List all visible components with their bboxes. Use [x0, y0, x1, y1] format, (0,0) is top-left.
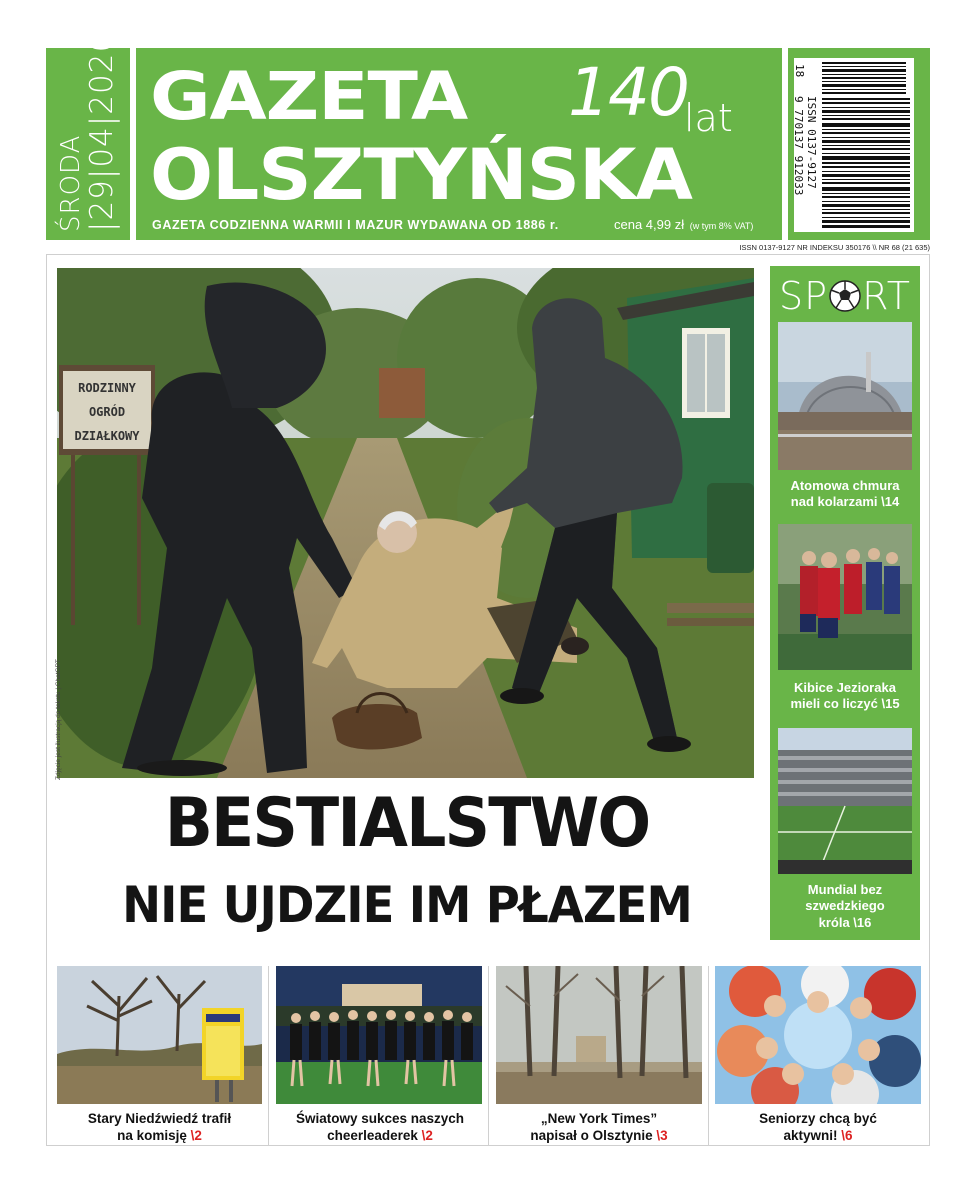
story-2-line2: cheerleaderek [327, 1127, 418, 1143]
sport-caption-1[interactable] [770, 478, 920, 511]
story-2-line1: Światowy sukces naszych [295, 1111, 465, 1126]
story-photo-2[interactable] [276, 966, 482, 1104]
hero-sign-line2: OGRÓD [88, 405, 126, 419]
story-3-line2: napisał o Olsztynie [530, 1127, 653, 1143]
barcode-number: 9 770137 912033 [792, 96, 805, 196]
sport-caption-3-line1: Mundial bez [807, 882, 883, 897]
sport-photo-chernobyl[interactable] [778, 322, 912, 470]
sport-caption-1-line1: Atomowa chmura [790, 478, 900, 493]
sport-caption-2-line1: Kibice Jezioraka [794, 680, 896, 695]
sport-photo-stadium[interactable] [778, 728, 912, 874]
story-photo-4-graphic [715, 966, 921, 1104]
masthead-tagline: GAZETA CODZIENNA WARMII I MAZUR WYDAWANA OD 1886 r. [152, 218, 559, 232]
story-caption-1[interactable] [57, 1111, 262, 1145]
story-photo-2-graphic [276, 966, 482, 1104]
story-divider [708, 966, 709, 1146]
sport-caption-2-line2: mieli co liczyć \15 [790, 696, 900, 712]
story-1-line2: na komisję [117, 1127, 187, 1143]
story-photo-1[interactable] [57, 966, 262, 1104]
price-value: cena 4,99 zł [614, 217, 685, 232]
sport-caption-3-line3: króla \16 [818, 914, 872, 930]
price [614, 217, 753, 232]
hero-illustration [57, 268, 754, 778]
masthead [136, 48, 782, 240]
story-photo-1-graphic [57, 966, 262, 1104]
story-3-page-ref: \3 [652, 1127, 668, 1143]
sport-title-left: SP [779, 274, 829, 318]
story-divider [488, 966, 489, 1146]
barcode-issn: ISSN 0137-9127 [805, 96, 818, 189]
story-4-line2: aktywni! [783, 1127, 838, 1143]
story-caption-2[interactable] [270, 1111, 490, 1145]
anniversary-number: 140 [568, 54, 688, 131]
sport-caption-1-line2: nad kolarzami \14 [790, 494, 900, 510]
story-caption-4[interactable] [715, 1111, 921, 1145]
hero-sign-line1: RODZINNY [78, 381, 136, 395]
story-4-page-ref: \6 [837, 1127, 853, 1143]
ean-barcode-graphic [822, 98, 910, 228]
masthead-title-line2: OLSZTYŃSKA [150, 134, 692, 216]
story-caption-3[interactable] [496, 1111, 702, 1145]
photo-credit [46, 659, 62, 780]
story-4-line1: Seniorzy chcą być [759, 1111, 877, 1126]
photo-credit-text: Zdjęcie jest ilustracją do tekstu | ChatGPT [55, 659, 62, 780]
publication-meta: ISSN 0137-9127 NR INDEKSU 350176 \\ NR 68 (21 635) [739, 243, 930, 252]
main-headline[interactable]: BESTIALSTWO [164, 784, 650, 863]
sport-photo-football-graphic [778, 524, 912, 670]
soccer-ball-icon [829, 280, 861, 312]
main-subheadline[interactable]: NIE UJDZIE IM PŁAZEM [122, 876, 692, 934]
sport-caption-3[interactable] [770, 882, 920, 931]
date-panel [46, 20, 130, 240]
anniversary-unit: lat [684, 96, 733, 140]
sport-photo-football[interactable] [778, 524, 912, 670]
story-3-line1: „New York Times” [540, 1111, 658, 1126]
price-vat: (w tym 8% VAT) [689, 221, 754, 231]
story-2-page-ref: \2 [417, 1127, 433, 1143]
story-photo-3-graphic [496, 966, 702, 1104]
hero-sign-line3: DZIAŁKOWY [74, 429, 140, 443]
story-photo-3[interactable] [496, 966, 702, 1104]
issue-code: 18 [793, 64, 806, 78]
story-1-line1: Stary Niedźwiedź trafił [87, 1111, 232, 1126]
issue-day: ŚRODA [55, 134, 86, 232]
story-1-page-ref: \2 [186, 1127, 202, 1143]
sport-photo-stadium-graphic [778, 728, 912, 874]
story-photo-4[interactable] [715, 966, 921, 1104]
masthead-title-line1: GAZETA [150, 58, 468, 135]
issue-date-number: |29|04|2026| [84, 20, 121, 232]
sport-title-right: RT [862, 274, 911, 318]
sport-section [770, 266, 920, 940]
sport-photo-chernobyl-graphic [778, 322, 912, 470]
sport-title [770, 274, 920, 318]
sport-caption-2[interactable] [770, 680, 920, 713]
barcode [794, 58, 914, 232]
hero-photo [57, 268, 754, 778]
story-divider [268, 966, 269, 1146]
sport-caption-3-line2: szwedzkiego [805, 898, 885, 914]
addon-barcode-graphic [822, 62, 906, 94]
issue-date [46, 20, 130, 240]
barcode-panel [788, 48, 930, 240]
